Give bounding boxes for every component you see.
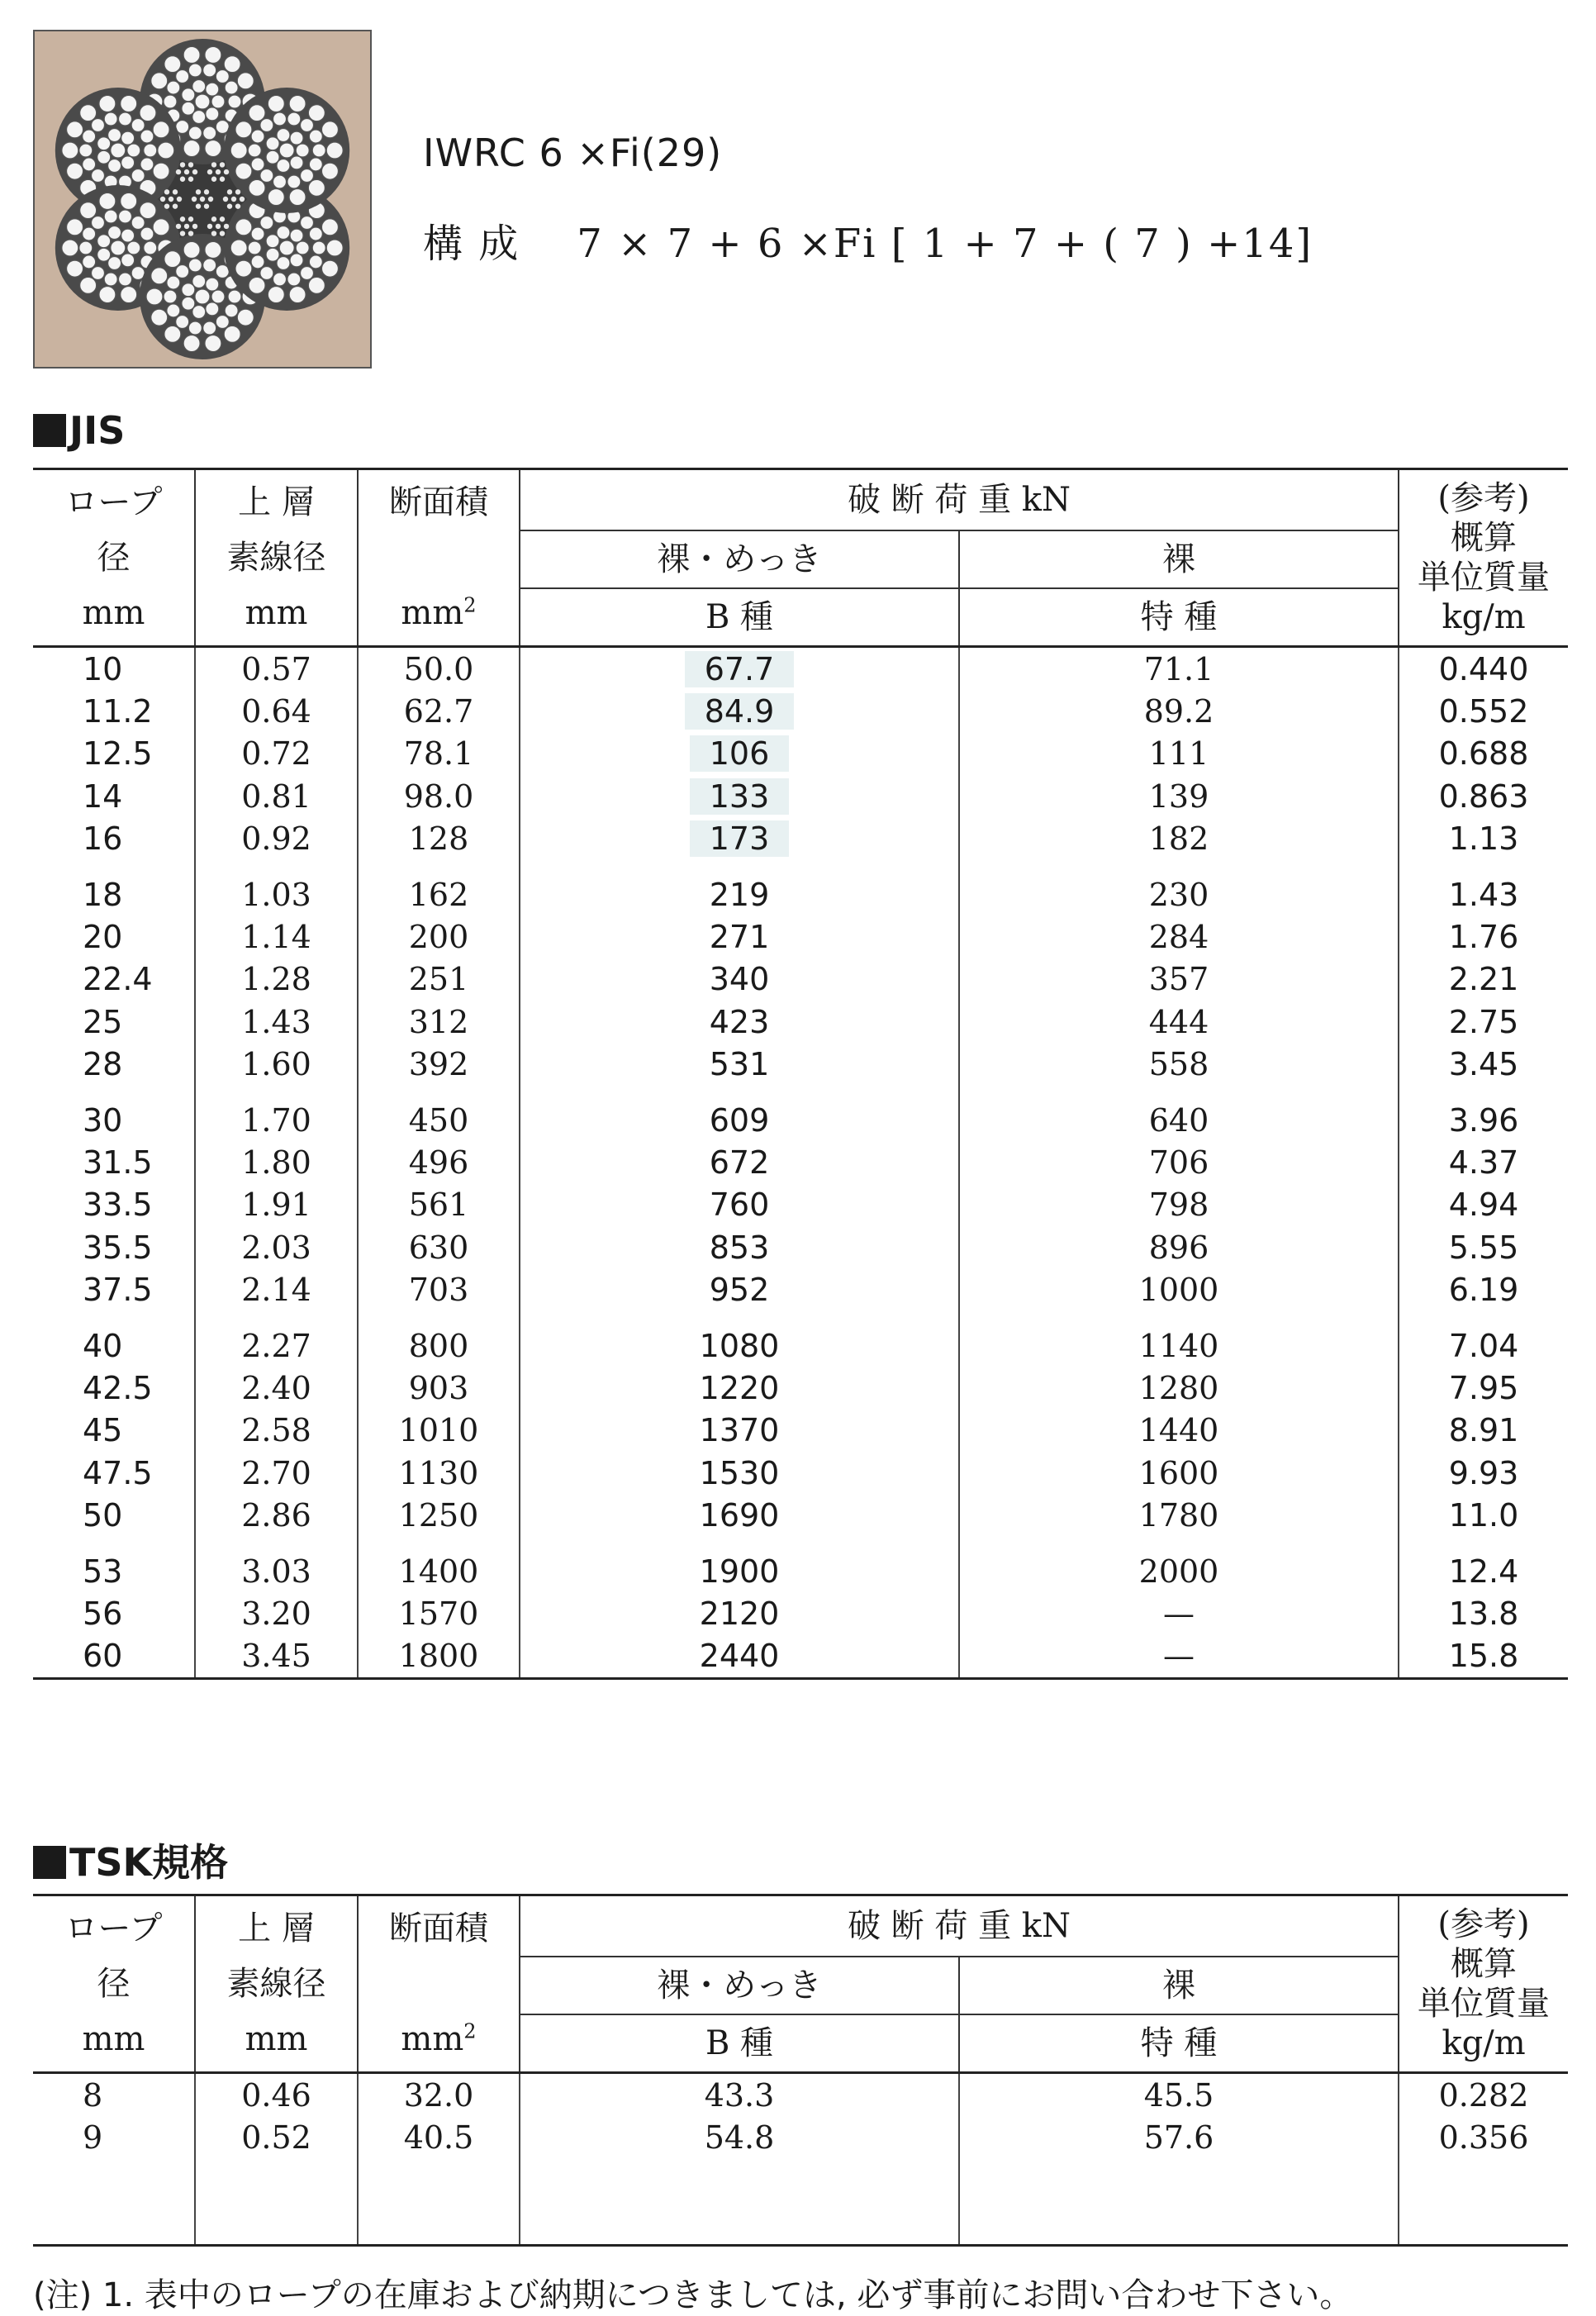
table-cell: 0.356 [1399,2116,1568,2158]
table-cell: 9.93 [1399,1452,1568,1494]
table-cell: 0.440 [1399,647,1568,691]
table-cell: — [959,1592,1399,1634]
table-cell: 45.5 [959,2073,1399,2117]
table-cell: 2.03 [195,1226,358,1268]
table-cell: 251 [358,958,520,1001]
col-wire-dia: 上 層 素線径 mm [195,469,358,647]
table-cell: 357 [959,958,1399,1001]
col-area: 断面積 $mm^2$ [358,1895,520,2073]
table-cell: 853 [520,1226,959,1268]
table-cell: 28 [33,1044,195,1086]
table-row [33,2073,1568,2117]
table-cell: 1600 [959,1452,1399,1494]
table-cell: 14 [33,775,195,817]
wire-rope-cross-section-icon [35,31,370,367]
table-cell: 10 [33,647,195,691]
table-row [33,775,1568,817]
table-cell: 1.03 [195,873,358,915]
table-cell: 2.14 [195,1268,358,1310]
table-cell: 1.60 [195,1044,358,1086]
table-cell: 0.46 [195,2073,358,2117]
table-cell: 1780 [959,1494,1399,1536]
table-cell: 8 [33,2073,195,2117]
table-cell: 89.2 [959,690,1399,732]
table-cell: 53 [33,1550,195,1592]
col-area: 断面積 $mm^2$ [358,469,520,647]
table-row [33,1184,1568,1226]
col-bare-galv: 裸・めっき [520,1957,959,2014]
table-cell: 1.80 [195,1141,358,1183]
table-cell: 47.5 [33,1452,195,1494]
table-cell: 2.75 [1399,1001,1568,1043]
table-cell: 56 [33,1592,195,1634]
table-cell: 32.0 [358,2073,520,2117]
table-row [33,2116,1568,2158]
table-row [33,2159,1568,2201]
table-cell: 3.45 [195,1635,358,1679]
table-cell: 1.91 [195,1184,358,1226]
table-cell: 1080 [520,1324,959,1367]
col-rope-dia: ロープ 径 mm [33,469,195,647]
table-cell: 106 [520,733,959,775]
table-cell: 3.45 [1399,1044,1568,1086]
table-cell: 139 [959,775,1399,817]
table-cell: 67.7 [520,647,959,691]
table-cell: 22.4 [33,958,195,1001]
table-cell: 60 [33,1635,195,1679]
table-row [33,1099,1568,1141]
table-cell: — [959,1635,1399,1679]
table-cell: 12.4 [1399,1550,1568,1592]
table-cell: 2.58 [195,1410,358,1452]
table-cell: 54.8 [520,2116,959,2158]
composition-value: 7 × 7 + 6 ×Fi [ 1 + 7 + ( 7 ) +14] [577,221,1313,267]
table-cell: 1010 [358,1410,520,1452]
table-cell: 8.91 [1399,1410,1568,1452]
table-row [33,1592,1568,1634]
table-cell: 200 [358,915,520,958]
table-row [33,2201,1568,2245]
table-cell: 630 [358,1226,520,1268]
table-cell: 12.5 [33,733,195,775]
table-row [33,818,1568,860]
table-cell: 3.03 [195,1550,358,1592]
table-cell: 0.92 [195,818,358,860]
table-cell: 1370 [520,1410,959,1452]
table-row [33,1226,1568,1268]
table-cell: 0.552 [1399,690,1568,732]
table-cell: 2.21 [1399,958,1568,1001]
table-row [33,1452,1568,1494]
table-row [33,1001,1568,1043]
table-cell: 7.95 [1399,1367,1568,1409]
col-grade-b: B 種 [520,2014,959,2073]
col-grade-b: B 種 [520,588,959,647]
table-cell: 40 [33,1324,195,1367]
table-cell: 2000 [959,1550,1399,1592]
table-cell: 9 [33,2116,195,2158]
table-cell: 0.688 [1399,733,1568,775]
table-cell: 71.1 [959,647,1399,691]
col-bare: 裸 [959,530,1399,588]
table-row [33,1410,1568,1452]
table-row [33,1550,1568,1592]
table-cell: 271 [520,915,959,958]
table-cell: 0.64 [195,690,358,732]
table-cell: 1530 [520,1452,959,1494]
col-bare-galv: 裸・めっき [520,530,959,588]
table-cell: 98.0 [358,775,520,817]
table-cell: 78.1 [358,733,520,775]
table-cell: 2120 [520,1592,959,1634]
col-mass: (参考) 概算 単位質量 kg/m [1399,1895,1568,2073]
table-cell: 11.2 [33,690,195,732]
table-cell: 496 [358,1141,520,1183]
table-cell: 1570 [358,1592,520,1634]
tsk-table [33,1894,1568,2247]
table-cell: 11.0 [1399,1494,1568,1536]
table-cell: 450 [358,1099,520,1141]
table-cell: 609 [520,1099,959,1141]
col-wire-dia: 上 層 素線径 mm [195,1895,358,2073]
table-cell: 1.28 [195,958,358,1001]
table-cell: 531 [520,1044,959,1086]
rope-name: IWRC 6 ×Fi(29) [423,131,723,175]
table-cell: 25 [33,1001,195,1043]
row-gap [33,860,1568,873]
table-cell: 2.27 [195,1324,358,1367]
table-cell: 7.04 [1399,1324,1568,1367]
table-cell: 312 [358,1001,520,1043]
table-cell: 0.863 [1399,775,1568,817]
table-cell: 4.94 [1399,1184,1568,1226]
table-cell: 2.40 [195,1367,358,1409]
table-cell: 444 [959,1001,1399,1043]
col-mass: (参考) 概算 単位質量 kg/m [1399,469,1568,647]
table-cell: 1.76 [1399,915,1568,958]
table-cell: 1.13 [1399,818,1568,860]
col-grade-special: 特 種 [959,2014,1399,2073]
table-cell: 182 [959,818,1399,860]
table-cell: 37.5 [33,1268,195,1310]
table-cell: 162 [358,873,520,915]
col-grade-special: 特 種 [959,588,1399,647]
table-cell: 15.8 [1399,1635,1568,1679]
table-cell: 42.5 [33,1367,195,1409]
table-cell: 4.37 [1399,1141,1568,1183]
table-cell: 706 [959,1141,1399,1183]
table-cell: 1.70 [195,1099,358,1141]
table-cell: 128 [358,818,520,860]
table-row [33,690,1568,732]
table-cell: 2.86 [195,1494,358,1536]
table-row [33,958,1568,1001]
table-cell: 1140 [959,1324,1399,1367]
table-row [33,1635,1568,1679]
wire-rope-figure [33,30,372,369]
table-cell: 18 [33,873,195,915]
col-breaking-load: 破 断 荷 重 kN [520,1895,1399,1957]
composition-label: 構 成 [423,221,520,267]
table-cell: 703 [358,1268,520,1310]
col-breaking-load: 破 断 荷 重 kN [520,469,1399,531]
table-cell: 3.96 [1399,1099,1568,1141]
table-cell: 0.57 [195,647,358,691]
square-bullet-icon [33,414,66,447]
table-cell: 800 [358,1324,520,1367]
table-row [33,733,1568,775]
table-cell: 219 [520,873,959,915]
table-cell: 62.7 [358,690,520,732]
table-cell: 561 [358,1184,520,1226]
composition [423,212,1313,269]
table-cell: 2.70 [195,1452,358,1494]
table-row [33,647,1568,691]
table-row [33,1268,1568,1310]
table-cell: 558 [959,1044,1399,1086]
table-cell: 760 [520,1184,959,1226]
table-cell: 423 [520,1001,959,1043]
table-cell: 1000 [959,1268,1399,1310]
table-cell: 111 [959,733,1399,775]
table-cell: 640 [959,1099,1399,1141]
table-cell: 33.5 [33,1184,195,1226]
table-cell: 40.5 [358,2116,520,2158]
table-cell: 0.72 [195,733,358,775]
table-cell: 31.5 [33,1141,195,1183]
table-cell: 1220 [520,1367,959,1409]
table-cell: 1130 [358,1452,520,1494]
table-cell: 1.43 [195,1001,358,1043]
table-cell: 672 [520,1141,959,1183]
table-row [33,915,1568,958]
table-row [33,1141,1568,1183]
table-cell: 57.6 [959,2116,1399,2158]
table-cell: 392 [358,1044,520,1086]
table-cell: 50 [33,1494,195,1536]
row-gap [33,1311,1568,1324]
table-cell: 6.19 [1399,1268,1568,1310]
table-cell: 35.5 [33,1226,195,1268]
col-bare: 裸 [959,1957,1399,2014]
table-cell: 1690 [520,1494,959,1536]
row-gap [33,1086,1568,1099]
table-row [33,1494,1568,1536]
table-cell: 43.3 [520,2073,959,2117]
table-cell: 1900 [520,1550,959,1592]
jis-heading: JIS [33,408,125,453]
table-cell: 2440 [520,1635,959,1679]
table-cell: 896 [959,1226,1399,1268]
table-cell: 173 [520,818,959,860]
table-cell: 84.9 [520,690,959,732]
table-cell: 133 [520,775,959,817]
table-cell: 13.8 [1399,1592,1568,1634]
table-cell: 30 [33,1099,195,1141]
table-cell: 0.81 [195,775,358,817]
table-row [33,1324,1568,1367]
row-gap [33,1537,1568,1550]
table-cell: 1440 [959,1410,1399,1452]
table-row [33,1044,1568,1086]
table-cell: 1800 [358,1635,520,1679]
table-cell: 952 [520,1268,959,1310]
table-cell: 903 [358,1367,520,1409]
table-cell: 340 [520,958,959,1001]
table-cell: 0.282 [1399,2073,1568,2117]
table-cell: 0.52 [195,2116,358,2158]
table-row [33,1367,1568,1409]
table-cell: 1400 [358,1550,520,1592]
table-row [33,873,1568,915]
footnote: (注) 1. 表中のロープの在庫および納期につきましては, 必ず事前にお問い合わせ下さい。 [33,2276,1353,2314]
tsk-heading: TSK規格 [33,1833,228,1887]
table-cell: 798 [959,1184,1399,1226]
table-cell: 50.0 [358,647,520,691]
col-rope-dia: ロープ 径 mm [33,1895,195,2073]
table-cell: 230 [959,873,1399,915]
table-cell: 20 [33,915,195,958]
table-cell: 284 [959,915,1399,958]
square-bullet-icon [33,1846,66,1879]
table-cell: 3.20 [195,1592,358,1634]
jis-table [33,468,1568,1680]
table-cell: 1.14 [195,915,358,958]
table-cell: 1250 [358,1494,520,1536]
table-cell: 16 [33,818,195,860]
table-cell: 5.55 [1399,1226,1568,1268]
table-cell: 1.43 [1399,873,1568,915]
table-cell: 1280 [959,1367,1399,1409]
table-cell: 45 [33,1410,195,1452]
